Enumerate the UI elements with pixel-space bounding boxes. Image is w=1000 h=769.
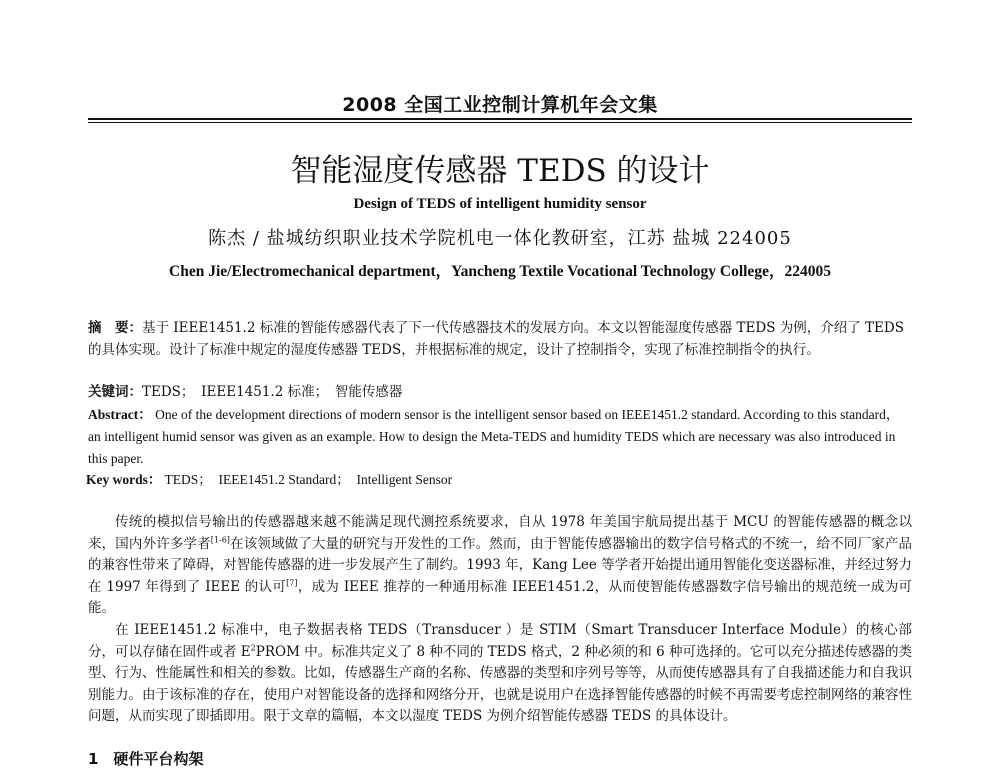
keywords-cn-text: TEDS； IEEE1451.2 标准； 智能传感器 — [142, 384, 403, 400]
body-text — [88, 512, 912, 728]
section-heading-1: 1 硬件平台构架 — [88, 750, 204, 768]
authors-affiliation-cn: 陈杰 / 盐城纺织职业技术学院机电一体化教研室，江苏 盐城 224005 — [208, 228, 792, 249]
abstract-cn-text: 基于 IEEE1451.2 标准的智能传感器代表了下一代传感器技术的发展方向。本文以智能湿度传感器 TEDS 为例，介绍了 TEDS 的具体实现。设计了标准中规定的湿度传感器 TEDS，并根据标准的规定，设计了控制指令，实现了标准控制指令的执行。 — [88, 320, 904, 358]
citation-1-6: [1-6] — [210, 535, 230, 545]
header-rule-thin — [88, 122, 912, 123]
body-paragraph-1 — [88, 512, 912, 620]
body-p2-part-a: 在 IEEE1451.2 标准中，电子数据表格 TEDS（Transducer ）是 STIM（Smart Transducer Interface Module）的核心部分，可以存储在固件或者 E — [88, 621, 912, 660]
body-p1-part-b: 在该领域做了大量的研究与开发性的工作。然而，由于智能传感器输出的数字信号格式的不统一，给不同厂家产品的兼容性带来了障碍，对智能传感器的进一步发展产生了制约。1993 年，Kang Lee 等学者开始提出通用智能化变送器标准，并经过努力在 1997 年得到了 IEEE 的认可 — [88, 535, 913, 595]
keywords-en — [86, 469, 910, 491]
body-p1-part-a: 传统的模拟信号输出的传感器越来越不能满足现代测控系统要求，自从 1978 年美国宇航局提出基于 MCU 的智能传感器的概念以来，国内外许多学者 — [88, 514, 912, 552]
abstract-en — [88, 404, 912, 470]
keywords-cn — [88, 382, 912, 404]
body-paragraph-2 — [88, 620, 912, 728]
header-rule — [88, 118, 912, 120]
abstract-cn-label: 摘 要： — [88, 320, 142, 336]
paper-title-en: Design of TEDS of intelligent humidity sensor — [353, 196, 647, 212]
abstract-cn — [88, 318, 912, 361]
keywords-en-label: Key words： — [86, 472, 162, 487]
keywords-en-text: TEDS； IEEE1451.2 Standard； Intelligent Sensor — [164, 472, 453, 487]
abstract-en-text: One of the development directions of modern sensor is the intelligent sensor based on IEEE1451.2 standard. According to this standard，an intelligent humid sensor was given as an example. How to design the Meta-TEDS and humidity TEDS which are necessary was also introduced in this paper. — [88, 407, 900, 466]
body-p2-part-b: PROM 中。标准共定义了 8 种不同的 TEDS 格式，2 种必须的和 6 种可选择的。它可以充分描述传感器的类型、行为、性能属性和相关的参数。比如，传感器生产商的名称、传感器的类型和序列号等等，从而使传感器具有了自我描述能力和自我识别能力。由于该标准的存在，使用户对智能设备的选择和网络分开，也就是说用户在选择智能传感器的时候不再需要考虑控制网络的兼容性问题，从而实现了即插即用。限于文章的篇幅，本文以湿度 TEDS 为例介绍智能传感器 TEDS 的具体设计。 — [88, 643, 912, 725]
keywords-cn-label: 关键词： — [88, 384, 142, 400]
abstract-en-label: Abstract： — [88, 407, 152, 422]
body-p1-part-c: ，成为 IEEE 推荐的一种通用标准 IEEE1451.2，从而使智能传感器数字信号输出的规范统一成为可能。 — [88, 578, 913, 617]
running-header: 2008 全国工业控制计算机年会文集 — [342, 94, 658, 116]
paper-title-cn: 智能湿度传感器 TEDS 的设计 — [290, 153, 710, 189]
superscript-2: 2 — [250, 643, 256, 653]
citation-7: [7] — [286, 578, 298, 588]
authors-affiliation-en: Chen Jie/Electromechanical department，Yancheng Textile Vocational Technology College，224005 — [169, 263, 831, 280]
